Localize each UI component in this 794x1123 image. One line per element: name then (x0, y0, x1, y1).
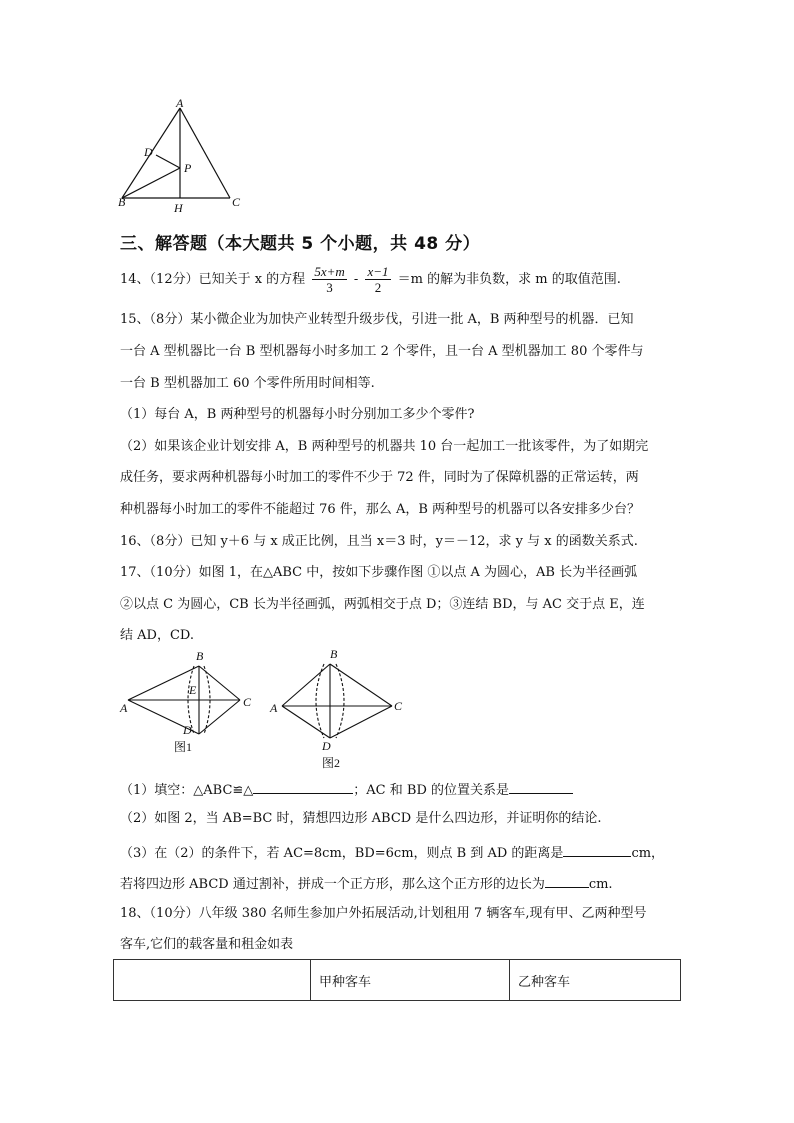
q15-sub-2-line-3: 种机器每小时加工的零件不能超过 76 件，那么 A，B 两种型号的机器可以各安排多少台？ (120, 502, 641, 517)
q17-sub-1 (120, 780, 573, 799)
fig2-label-c: C (394, 699, 403, 713)
table-row (114, 960, 681, 1001)
q17-sub3-b: cm， (631, 846, 665, 861)
q17-sub3-d: cm. (588, 877, 613, 892)
q15-line-2: 一台 A 型机器比一台 B 型机器每小时多加工 2 个零件，且一台 A 型机器加工 80 个零件与 (120, 344, 644, 359)
q14-frac1-den: 3 (326, 280, 333, 295)
q17-sub3-a: （3）在（2）的条件下，若 AC=8cm，BD=6cm，则点 B 到 AD 的距离是 (120, 846, 564, 861)
question-16: 16、（8分）已知 y＋6 与 x 成正比例，且当 x＝3 时，y＝－12，求 y 与 x 的函数关系式. (120, 534, 638, 549)
triangle-figure (112, 96, 252, 218)
figure-2 (264, 642, 414, 770)
fig1-label-a: A (120, 701, 128, 715)
q15-sub-2-line-2: 成任务，要求两种机器每小时加工的零件不少于 72 件，同时为了保障机器的正常运转，两 (120, 470, 639, 485)
fig1-label-c: C (243, 695, 252, 709)
fig2-label-a: A (270, 701, 278, 715)
fig1-caption: 图1 (174, 740, 193, 754)
fig2-label-b: B (330, 647, 338, 661)
fig2-label-d: D (322, 739, 331, 753)
table-cell: 甲种客车 (311, 960, 510, 1001)
q17-sub-3-line-1 (120, 843, 664, 862)
q14-suffix: ＝m 的解为非负数，求 m 的取值范围. (397, 272, 621, 287)
q15-sub-1: （1）每台 A，B 两种型号的机器每小时分别加工多少个零件? (120, 407, 475, 422)
q17-sub-2: （2）如图 2，当 AB=BC 时，猜想四边形 ABCD 是什么四边形，并证明你的结论. (120, 811, 602, 826)
label-a: A (176, 96, 184, 110)
q17-sub3-c: 若将四边形 ABCD 通过割补，拼成一个正方形，那么这个正方形的边长为 (120, 877, 545, 892)
q14-fraction-1 (312, 264, 346, 295)
answer-blank-1[interactable] (253, 780, 353, 794)
label-c: C (232, 195, 241, 209)
q14-fraction-2 (365, 264, 390, 295)
q17-line-3: 结 AD，CD. (120, 628, 194, 643)
answer-blank-4[interactable] (545, 874, 589, 888)
q14-minus: - (353, 272, 359, 287)
q17-line-1: 17、（10分）如图 1，在△ABC 中，按如下步骤作图 ①以点 A 为圆心，AB 长为半径画弧 (120, 565, 638, 580)
label-d: D (144, 145, 153, 159)
q17-line-2: ②以点 C 为圆心，CB 长为半径画弧，两弧相交于点 D；③连结 BD，与 AC 交于点 E，连 (120, 597, 645, 612)
q14-frac2-den: 2 (374, 280, 382, 295)
q18-line-2: 客车,它们的载客量和租金如表 (120, 937, 294, 952)
q17-sub1-b: ；AC 和 BD 的位置关系是 (353, 783, 510, 798)
q15-line-3: 一台 B 型机器加工 60 个零件所用时间相等. (120, 376, 375, 391)
section-title: 三、解答题（本大题共 5 个小题，共 48 分） (120, 234, 481, 254)
q17-sub-3-line-2 (120, 874, 613, 893)
question-14 (120, 264, 621, 295)
q15-line-1: 15、（8分）某小微企业为加快产业转型升级步伐，引进一批 A，B 两种型号的机器．已知 (120, 312, 634, 327)
answer-blank-3[interactable] (563, 843, 631, 857)
label-b: B (118, 195, 126, 209)
q15-sub-2-line-1: （2）如果该企业计划安排 A，B 两种型号的机器共 10 台一起加工一批该零件，为了如期完 (120, 439, 649, 454)
answer-blank-2[interactable] (509, 780, 573, 794)
table-cell (114, 960, 311, 1001)
bus-table (113, 959, 681, 1001)
table-cell: 乙种客车 (510, 960, 681, 1001)
q18-line-1: 18、（10分）八年级 380 名师生参加户外拓展活动,计划租用 7 辆客车,现有甲、乙两种型号 (120, 906, 647, 921)
q14-frac1-num: 5x+m (314, 264, 345, 279)
fig1-label-e: E (189, 683, 197, 697)
fig1-label-b: B (196, 649, 204, 663)
label-p: P (184, 161, 192, 175)
q14-prefix: 14、（12分）已知关于 x 的方程 (120, 272, 306, 287)
q17-sub1-a: （1）填空：△ABC≌△ (120, 783, 254, 798)
label-h: H (174, 201, 183, 215)
q14-frac2-num: x−1 (367, 264, 389, 279)
fig2-caption: 图2 (322, 756, 341, 770)
fig1-label-d: D (183, 723, 192, 737)
figure-1 (116, 646, 266, 758)
